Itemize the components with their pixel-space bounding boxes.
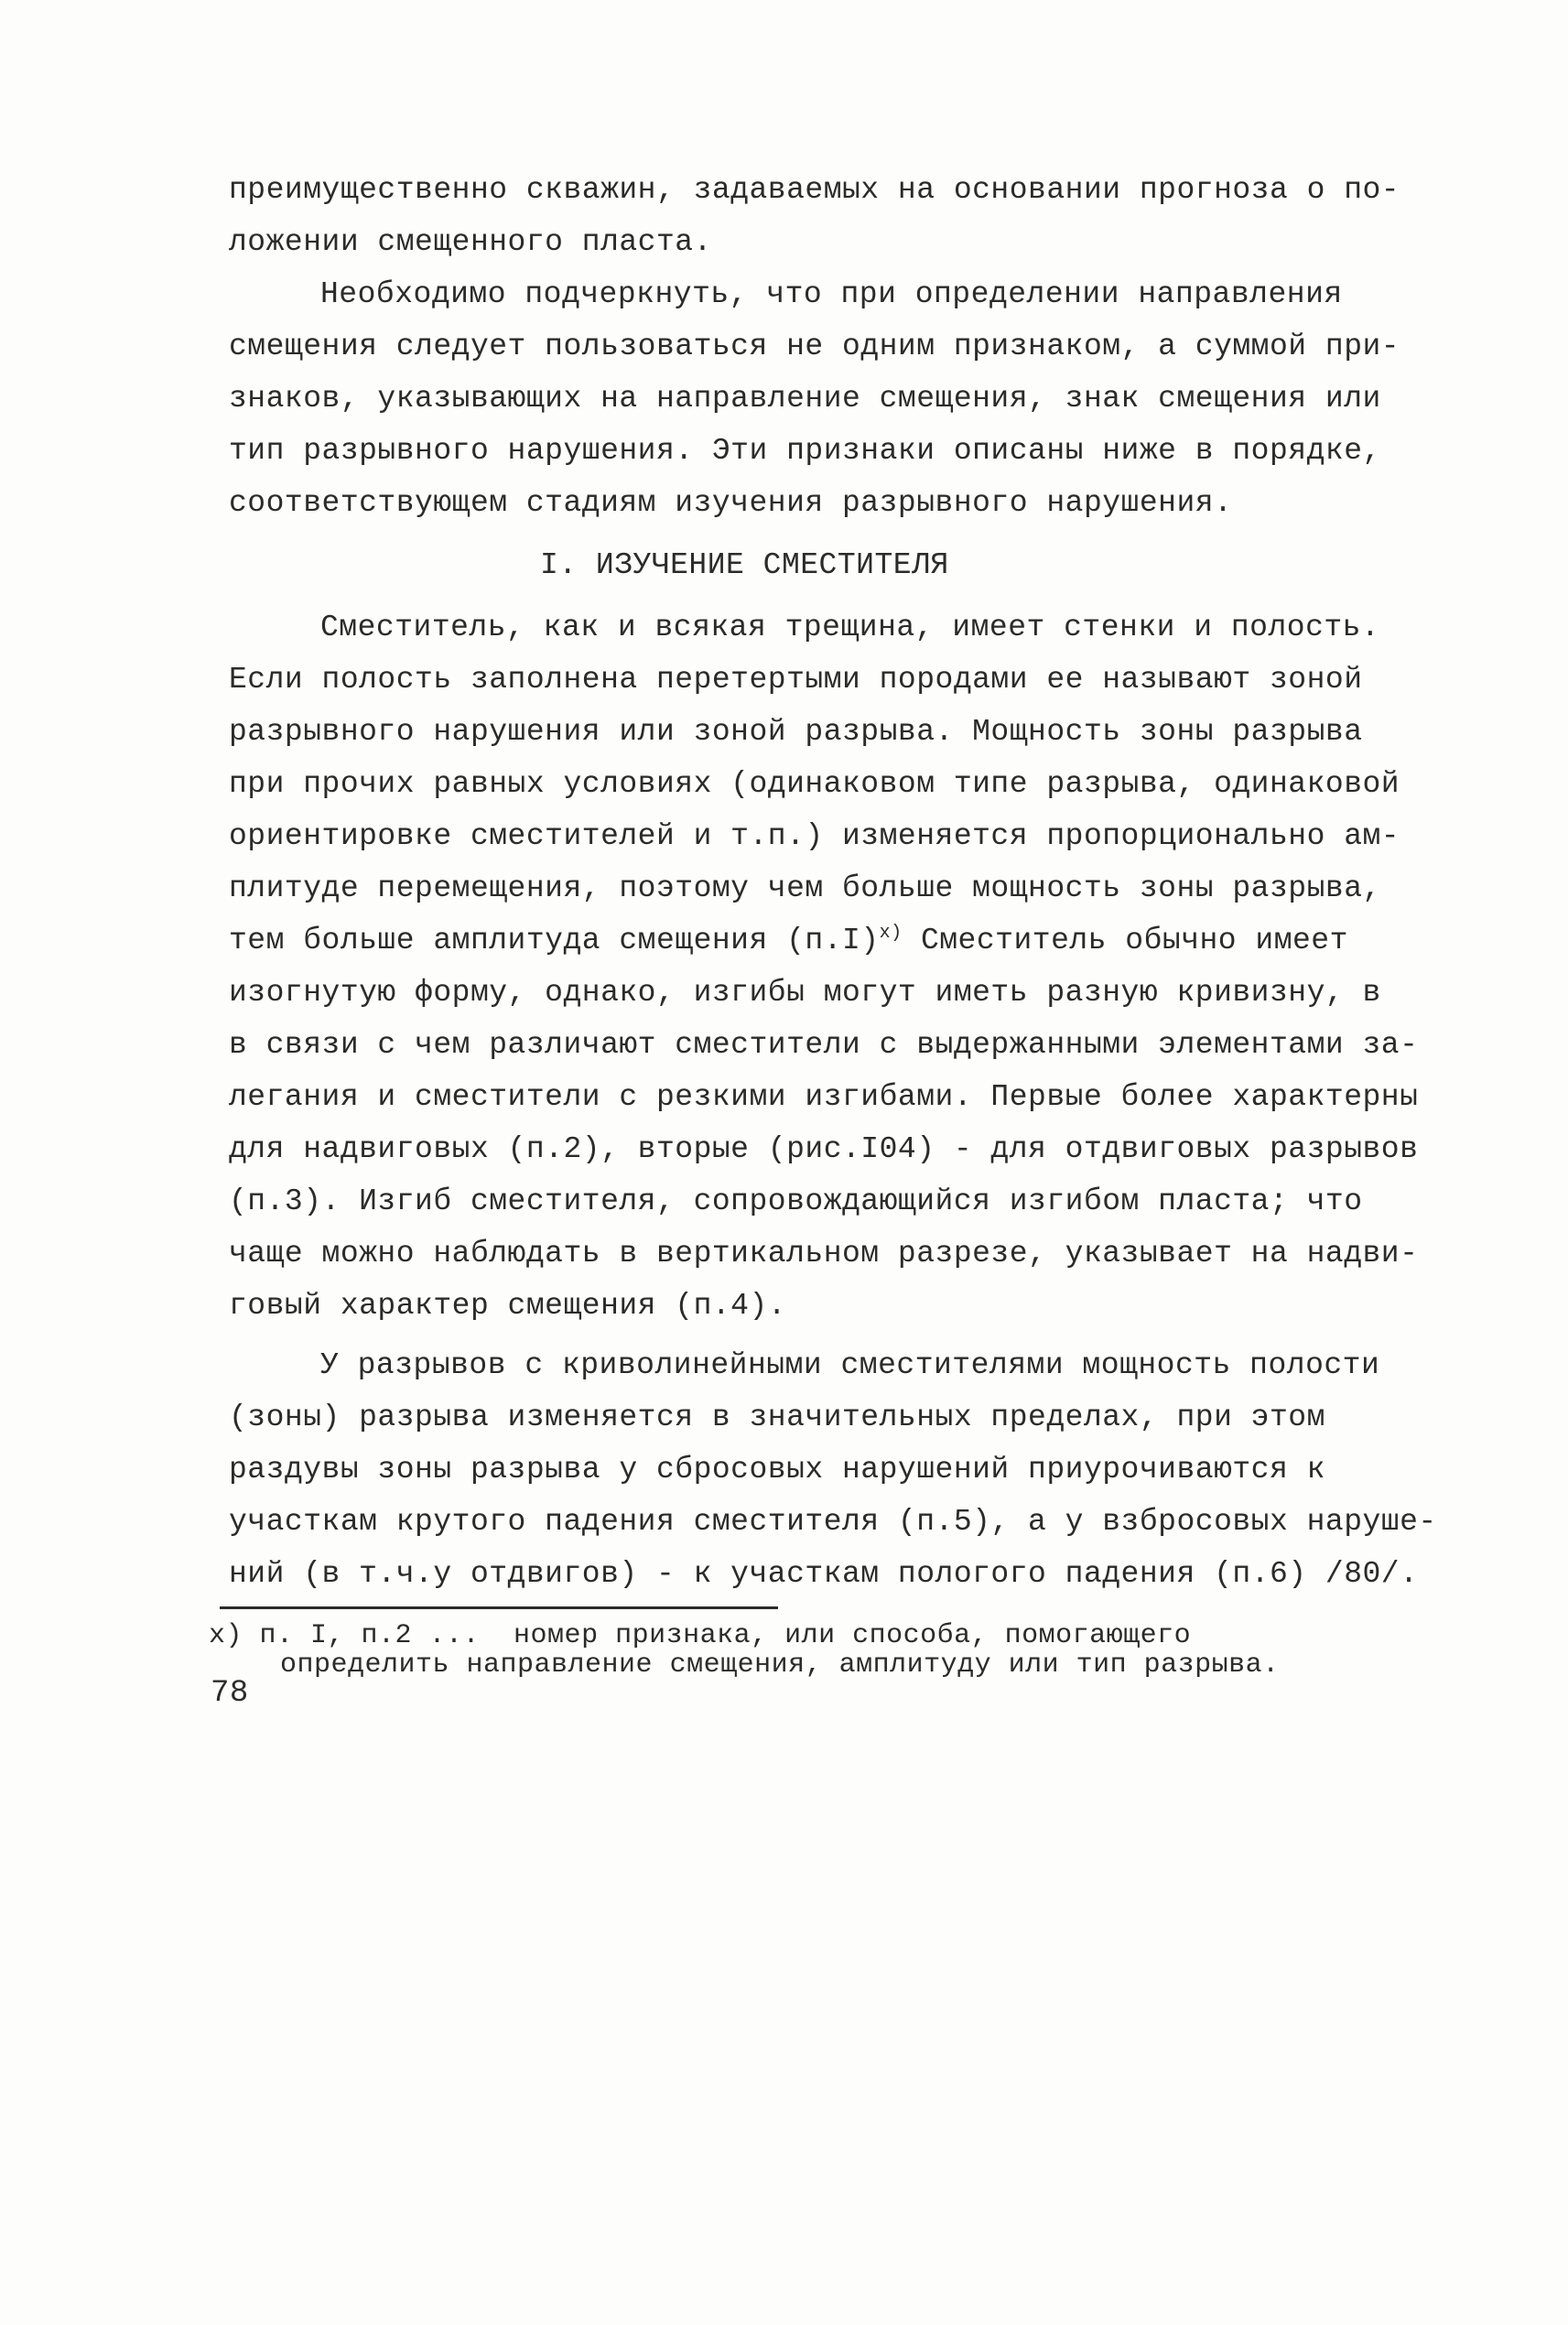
- footnote-marker: x): [879, 923, 903, 944]
- text-line: говый характер смещения (п.4).: [229, 1289, 787, 1323]
- text-line: соответствующем стадиям изучения разрывного нарушения.: [229, 486, 1233, 520]
- text-line: для надвиговых (п.2), вторые (рис.I04) - для отдвиговых разрывов: [229, 1132, 1419, 1166]
- text-line: (п.3). Изгиб сместителя, сопровождающийся изгибом пласта; что: [229, 1184, 1363, 1218]
- section-heading: I. ИЗУЧЕНИЕ СМЕСТИТЕЛЯ: [540, 548, 949, 582]
- text-line: Если полость заполнена перетертыми породами ее называют зоной: [229, 663, 1363, 697]
- text-line: ний (в т.ч.у отдвигов) - к участкам пологого падения (п.6) /80/.: [229, 1557, 1419, 1591]
- text-line: Сместитель, как и всякая трещина, имеет стенки и полость.: [320, 611, 1380, 644]
- text-line: легания и сместители с резкими изгибами. Первые более характерны: [229, 1080, 1419, 1114]
- text-line: изогнутую форму, однако, изгибы могут иметь разную кривизну, в: [229, 976, 1381, 1010]
- footnote-line: определить направление смещения, амплитуду или тип разрыва.: [280, 1649, 1280, 1681]
- text-line: участкам крутого падения сместителя (п.5), а у взбросовых наруше-: [229, 1505, 1437, 1539]
- footnote-line: x) п. I, п.2 ... номер признака, или способа, помогающего: [209, 1620, 1192, 1651]
- text-fragment: тем больше амплитуда смещения (п.I): [229, 924, 880, 957]
- text-line: ориентировке сместителей и т.п.) изменяется пропорционально ам-: [229, 819, 1400, 853]
- text-fragment: Сместитель обычно имеет: [902, 924, 1348, 957]
- text-line: (зоны) разрыва изменяется в значительных пределах, при этом: [229, 1400, 1325, 1434]
- text-line: плитуде перемещения, поэтому чем больше мощность зоны разрыва,: [229, 871, 1381, 905]
- text-line: ложении смещенного пласта.: [229, 225, 712, 259]
- text-line: в связи с чем различают сместители с выдержанными элементами за-: [229, 1028, 1419, 1062]
- text-line: смещения следует пользоваться не одним признаком, а суммой при-: [229, 330, 1400, 363]
- text-line: чаще можно наблюдать в вертикальном разрезе, указывает на надви-: [229, 1237, 1419, 1271]
- text-line: знаков, указывающих на направление смещения, знак смещения или: [229, 382, 1381, 416]
- text-line: разрывного нарушения или зоной разрыва. Мощность зоны разрыва: [229, 715, 1363, 749]
- page-number: 78: [211, 1676, 249, 1711]
- text-line: тип разрывного нарушения. Эти признаки описаны ниже в порядке,: [229, 434, 1381, 468]
- text-line: при прочих равных условиях (одинаковом типе разрыва, одинаковой: [229, 767, 1400, 801]
- text-line: раздувы зоны разрыва у сбросовых нарушений приурочиваются к: [229, 1453, 1325, 1487]
- text-line: У разрывов с криволинейными сместителями мощность полости: [320, 1348, 1380, 1382]
- text-line: Необходимо подчеркнуть, что при определении направления: [320, 277, 1343, 311]
- text-line: преимущественно скважин, задаваемых на основании прогноза о по-: [229, 173, 1400, 207]
- text-line-with-footnote-mark: [229, 923, 1348, 959]
- footnote-divider: [220, 1606, 778, 1609]
